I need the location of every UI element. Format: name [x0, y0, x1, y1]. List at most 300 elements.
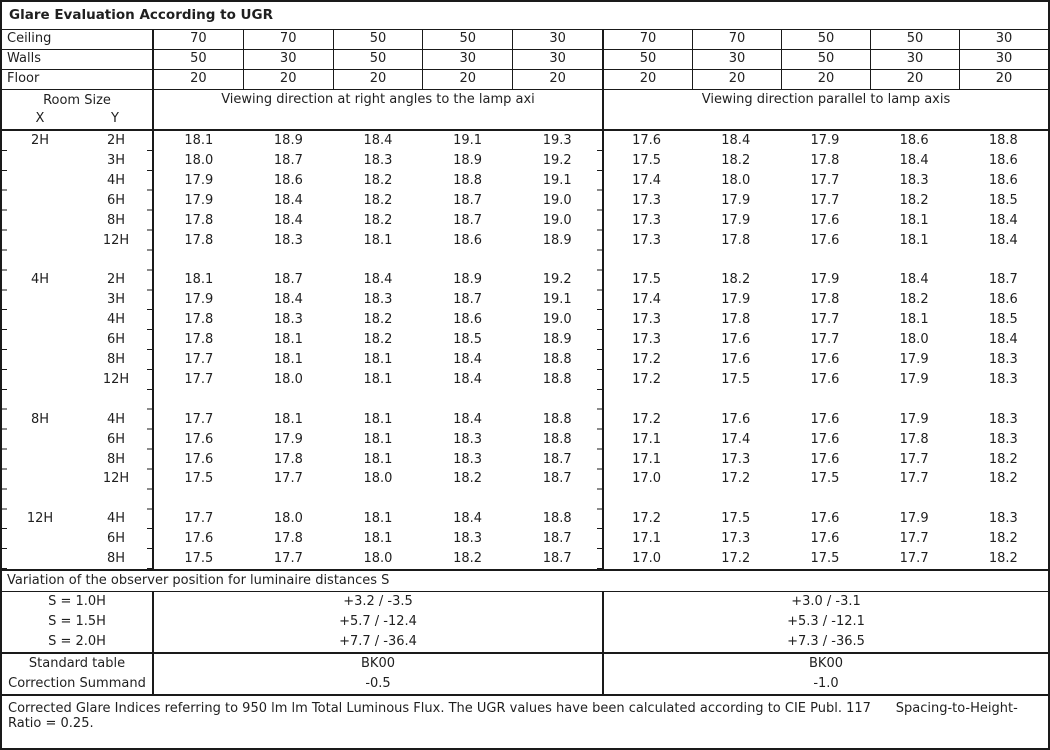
variation-section-title: Variation of the observer position for luminaire distances S: [2, 569, 1048, 592]
surface-value: 50: [422, 30, 512, 49]
surface-row-label: Ceiling: [2, 30, 154, 49]
ugr-value: 17.6: [810, 232, 840, 248]
ugr-value: 18.5: [988, 312, 1018, 328]
ugr-value: 17.4: [632, 172, 662, 188]
ugr-value: 17.6: [810, 411, 840, 427]
surface-value: 50: [781, 50, 870, 69]
ugr-value: 17.7: [810, 332, 840, 348]
ugr-value: 18.1: [363, 431, 393, 447]
variation-row-label: S = 2.0H: [2, 632, 154, 652]
ugr-row: [2, 430, 1048, 450]
room-size-label: Room Size: [43, 93, 111, 108]
ugr-value: 17.6: [810, 371, 840, 387]
ugr-value: 17.7: [184, 511, 214, 527]
ugr-value: 18.4: [899, 272, 929, 288]
page-title: Glare Evaluation According to UGR: [2, 2, 1048, 30]
ugr-value: 18.2: [988, 471, 1018, 487]
ugr-spacer-row: [2, 250, 1048, 270]
ugr-value: 17.8: [184, 312, 214, 328]
room-size-y: 6H: [106, 192, 126, 208]
standard-value-left: -0.5: [365, 676, 391, 691]
surface-value: 20: [512, 70, 602, 89]
room-size-x: [2, 469, 78, 489]
surface-value: 20: [422, 70, 512, 89]
ugr-value: 18.2: [988, 551, 1018, 567]
surface-value: 50: [639, 51, 657, 66]
ugr-value: 17.8: [273, 531, 303, 547]
room-size-x: [2, 350, 78, 370]
room-size-y: 6H: [106, 531, 126, 547]
ugr-row: [2, 310, 1048, 330]
ugr-value: 17.2: [632, 351, 662, 367]
variation-row: [2, 612, 1048, 632]
room-size-x: [2, 211, 78, 231]
xy-header: [2, 109, 152, 129]
ugr-value: 18.0: [363, 551, 393, 567]
ugr-value: 17.1: [632, 431, 662, 447]
room-size-x: [2, 171, 78, 191]
ugr-value: 18.1: [363, 411, 393, 427]
room-size-y: 4H: [106, 172, 126, 188]
ugr-value: 18.1: [184, 133, 214, 148]
ugr-value: 18.0: [899, 332, 929, 348]
ugr-value: 17.6: [721, 332, 751, 348]
ugr-value: 17.3: [632, 312, 662, 328]
ugr-value: 18.4: [453, 351, 483, 367]
ugr-value: 18.3: [363, 292, 393, 308]
standard-table-section: [2, 652, 1048, 694]
ugr-value: 17.1: [632, 531, 662, 547]
ugr-value: 17.6: [184, 431, 214, 447]
ugr-value: 17.5: [810, 471, 840, 487]
ugr-value: 18.7: [273, 152, 303, 168]
ugr-value: 18.3: [988, 371, 1018, 387]
ugr-value: 17.9: [899, 351, 929, 367]
ugr-value: 17.9: [184, 192, 214, 208]
ugr-value: 17.9: [273, 431, 303, 447]
ugr-row: [2, 469, 1048, 489]
ugr-value: 17.5: [632, 152, 662, 168]
ugr-value: 18.2: [363, 212, 393, 228]
ugr-value: 18.1: [363, 531, 393, 547]
ugr-value: 18.0: [273, 511, 303, 527]
ugr-value: 18.0: [184, 152, 214, 168]
surface-value: 20: [781, 70, 870, 89]
ugr-value: 18.0: [363, 471, 393, 487]
ugr-value: 17.6: [810, 212, 840, 228]
ugr-value: 17.7: [899, 451, 929, 467]
ugr-rows: [2, 131, 1048, 569]
ugr-value: 18.7: [273, 272, 303, 288]
ugr-value: 18.9: [542, 232, 572, 248]
ugr-spacer-row: [2, 390, 1048, 410]
viewing-direction-right-angles-header: Viewing direction at right angles to the lamp axi: [221, 92, 535, 107]
ugr-value: 17.5: [721, 511, 751, 527]
ugr-value: 17.2: [632, 511, 662, 527]
ugr-value: 18.1: [273, 351, 303, 367]
ugr-value: 18.4: [899, 152, 929, 168]
ugr-value: 18.8: [542, 351, 572, 367]
ugr-value: 18.4: [273, 192, 303, 208]
ugr-value: 17.6: [810, 351, 840, 367]
room-size-y: 6H: [106, 332, 126, 348]
variation-value-right: +5.3 / -12.1: [602, 612, 1048, 632]
ugr-value: 17.9: [899, 511, 929, 527]
label-column-divider: [152, 131, 154, 569]
ugr-row: [2, 410, 1048, 430]
surface-values-right: [602, 50, 1048, 69]
surface-values-left: [154, 50, 602, 69]
ugr-value: 17.4: [721, 431, 751, 447]
ugr-value: 17.9: [899, 371, 929, 387]
surface-value: 30: [512, 30, 602, 49]
ugr-value: 18.7: [453, 192, 483, 208]
variation-value-right: +3.0 / -3.1: [602, 592, 1048, 612]
ugr-value: 18.3: [453, 531, 483, 547]
ugr-value: 19.3: [542, 133, 572, 148]
room-size-y: 8H: [106, 212, 126, 228]
ugr-value: 18.7: [542, 471, 572, 487]
surface-values-right: [602, 70, 1048, 89]
surface-value: 20: [959, 70, 1048, 89]
ugr-value: 18.0: [273, 371, 303, 387]
ugr-value: 17.8: [810, 292, 840, 308]
ugr-value: 18.1: [899, 232, 929, 248]
variation-row-label: S = 1.5H: [2, 612, 154, 632]
room-size-y: 2H: [106, 272, 126, 288]
variation-value-right: +7.3 / -36.5: [602, 632, 1048, 652]
ugr-value: 17.2: [721, 471, 751, 487]
ugr-value: 17.6: [184, 531, 214, 547]
ugr-value: 17.9: [184, 292, 214, 308]
ugr-value: 18.4: [988, 212, 1018, 228]
surface-values-right: [602, 30, 1048, 49]
ugr-value: 18.3: [453, 451, 483, 467]
surface-row: [2, 70, 1048, 90]
ugr-value: 18.4: [273, 212, 303, 228]
surface-value: 30: [243, 50, 333, 69]
variation-row-label: S = 1.0H: [2, 592, 154, 612]
ugr-value: 18.0: [721, 172, 751, 188]
ugr-value: 17.7: [899, 551, 929, 567]
ugr-value: 17.7: [899, 471, 929, 487]
ugr-value: 17.7: [810, 172, 840, 188]
ugr-row: [2, 549, 1048, 569]
surface-value: 50: [781, 30, 870, 49]
ugr-value: 18.9: [453, 152, 483, 168]
variation-value-left: +7.7 / -36.4: [339, 634, 417, 649]
room-size-x: 12H: [26, 511, 54, 527]
variation-rows: [2, 592, 1048, 652]
ugr-value: 17.5: [632, 272, 662, 288]
ugr-value: 18.8: [542, 371, 572, 387]
ugr-value: 18.4: [363, 133, 393, 148]
ugr-row: [2, 509, 1048, 529]
room-size-y: 8H: [106, 551, 126, 567]
ugr-value: 17.5: [721, 371, 751, 387]
ugr-value: 17.6: [721, 351, 751, 367]
ugr-value: 17.4: [632, 292, 662, 308]
surface-value: 30: [422, 50, 512, 69]
ugr-value: 18.6: [273, 172, 303, 188]
row-tick-marks-left: [2, 131, 7, 569]
ugr-value: 17.9: [721, 292, 751, 308]
ugr-value: 18.3: [988, 431, 1018, 447]
ugr-value: 18.8: [453, 172, 483, 188]
ugr-value: 17.3: [721, 531, 751, 547]
ugr-value: 18.5: [453, 332, 483, 348]
ugr-value: 18.7: [453, 212, 483, 228]
room-size-y: 8H: [106, 451, 126, 467]
ugr-value: 19.1: [542, 172, 572, 188]
surface-row: [2, 30, 1048, 50]
ugr-value: 18.9: [273, 133, 303, 148]
ugr-value: 17.8: [184, 232, 214, 248]
ugr-value: 18.4: [453, 371, 483, 387]
ugr-value: 18.8: [542, 431, 572, 447]
standard-row-label: Standard table: [2, 654, 154, 674]
ugr-value: 17.9: [810, 272, 840, 288]
variation-value-left: +3.2 / -3.5: [343, 594, 413, 609]
ugr-value: 18.6: [988, 152, 1018, 168]
y-column-label: Y: [111, 111, 119, 126]
ugr-value: 18.6: [988, 292, 1018, 308]
surface-value: 20: [870, 70, 959, 89]
surface-row-label: Walls: [2, 50, 154, 69]
room-size-y: 4H: [106, 511, 126, 527]
room-size-x: [2, 430, 78, 450]
room-size-x: [2, 231, 78, 251]
ugr-value: 17.9: [184, 172, 214, 188]
variation-row: [2, 632, 1048, 652]
surface-value: 20: [639, 71, 657, 86]
ugr-value: 19.1: [542, 292, 572, 308]
ugr-value: 18.7: [453, 292, 483, 308]
ugr-value: 18.3: [363, 152, 393, 168]
ugr-value: 18.3: [988, 411, 1018, 427]
column-header-row: [2, 90, 1048, 131]
x-column-label: X: [35, 111, 45, 126]
surface-value: 20: [190, 71, 207, 86]
ugr-value: 17.6: [632, 133, 662, 148]
ugr-value: 17.7: [273, 551, 303, 567]
ugr-value: 17.8: [721, 232, 751, 248]
ugr-value: 17.8: [721, 312, 751, 328]
ugr-value: 17.6: [810, 451, 840, 467]
ugr-row: [2, 231, 1048, 251]
ugr-row: [2, 450, 1048, 470]
surface-value: 30: [512, 50, 602, 69]
room-size-y: 6H: [106, 431, 126, 447]
room-size-y: 12H: [102, 232, 130, 248]
ugr-value: 17.3: [632, 332, 662, 348]
ugr-value: 18.3: [273, 232, 303, 248]
room-size-y: 8H: [106, 351, 126, 367]
room-size-x: 2H: [30, 133, 50, 148]
ugr-row: [2, 191, 1048, 211]
ugr-value: 18.1: [363, 451, 393, 467]
ugr-value: 18.4: [363, 272, 393, 288]
ugr-value: 17.7: [810, 192, 840, 208]
surface-value: 30: [959, 30, 1048, 49]
room-size-x: 8H: [30, 411, 50, 427]
surface-value: 20: [333, 70, 423, 89]
ugr-value: 18.8: [988, 133, 1018, 148]
surface-value: 20: [243, 70, 333, 89]
room-size-x: [2, 529, 78, 549]
ugr-value: 18.1: [363, 351, 393, 367]
ugr-value: 17.9: [721, 192, 751, 208]
surface-value: 30: [870, 50, 959, 69]
surface-value: 50: [870, 30, 959, 49]
ugr-value: 18.7: [542, 451, 572, 467]
ugr-value: 19.0: [542, 212, 572, 228]
room-size-y: 3H: [106, 152, 126, 168]
ugr-value: 18.2: [453, 551, 483, 567]
surface-values-left: [154, 30, 602, 49]
ugr-value: 17.7: [273, 471, 303, 487]
ugr-value: 18.6: [899, 133, 929, 148]
ugr-spacer-row: [2, 489, 1048, 509]
viewing-direction-parallel-header: Viewing direction parallel to lamp axis: [602, 90, 1048, 129]
surface-value: 50: [333, 30, 423, 49]
surface-row: [2, 50, 1048, 70]
ugr-value: 18.2: [721, 272, 751, 288]
ugr-value: 18.9: [542, 332, 572, 348]
ugr-row: [2, 529, 1048, 549]
ugr-value: 17.2: [721, 551, 751, 567]
ugr-value: 17.5: [184, 471, 214, 487]
ugr-value: 18.4: [273, 292, 303, 308]
ugr-value: 18.2: [453, 471, 483, 487]
ugr-value: 19.0: [542, 312, 572, 328]
room-size-y: 12H: [102, 471, 130, 487]
ugr-value: 17.5: [810, 551, 840, 567]
ugr-value: 17.9: [721, 212, 751, 228]
room-size-x: [2, 191, 78, 211]
room-size-x: [2, 330, 78, 350]
room-size-y: 4H: [106, 312, 126, 328]
ugr-value: 17.3: [632, 232, 662, 248]
room-size-y: 3H: [106, 292, 126, 308]
surface-values-left: [154, 70, 602, 89]
ugr-value: 17.0: [632, 471, 662, 487]
ugr-value: 18.7: [988, 272, 1018, 288]
surface-value: 70: [190, 31, 207, 46]
ugr-value: 17.0: [632, 551, 662, 567]
surface-row-label: Floor: [2, 70, 154, 89]
surface-value: 50: [190, 51, 207, 66]
ugr-row: [2, 211, 1048, 231]
ugr-value: 18.7: [542, 551, 572, 567]
ugr-row: [2, 171, 1048, 191]
ugr-value: 18.4: [453, 511, 483, 527]
surface-value: 70: [639, 31, 657, 46]
ugr-value: 19.0: [542, 192, 572, 208]
ugr-value: 18.2: [988, 451, 1018, 467]
ugr-value: 17.5: [184, 551, 214, 567]
ugr-value: 17.6: [721, 411, 751, 427]
ugr-row: [2, 151, 1048, 171]
ugr-row: [2, 131, 1048, 151]
standard-row-label: Correction Summand: [2, 674, 154, 694]
ugr-value: 18.4: [988, 232, 1018, 248]
ugr-row: [2, 370, 1048, 390]
ugr-value: 19.1: [453, 133, 483, 148]
standard-row: [2, 654, 1048, 674]
room-size-x: [2, 549, 78, 569]
ugr-value: 17.8: [184, 212, 214, 228]
ugr-value: 18.3: [453, 431, 483, 447]
room-size-x: [2, 370, 78, 390]
standard-value-right: BK00: [602, 654, 1048, 674]
ugr-value: 18.2: [363, 192, 393, 208]
ugr-value: 18.6: [988, 172, 1018, 188]
ugr-value: 18.2: [363, 172, 393, 188]
ugr-value: 18.4: [721, 133, 751, 148]
ugr-value: 18.7: [542, 531, 572, 547]
ugr-value: 18.3: [988, 511, 1018, 527]
ugr-value: 17.7: [184, 371, 214, 387]
ugr-value: 17.7: [899, 531, 929, 547]
ugr-value: 17.7: [810, 312, 840, 328]
room-size-y: 2H: [106, 133, 126, 148]
ugr-value: 17.9: [810, 133, 840, 148]
ugr-row: [2, 330, 1048, 350]
ugr-value: 18.2: [363, 312, 393, 328]
ugr-value: 17.6: [810, 531, 840, 547]
ugr-value: 17.1: [632, 451, 662, 467]
ugr-value: 17.8: [810, 152, 840, 168]
ugr-value: 18.1: [363, 511, 393, 527]
ugr-value: 18.5: [988, 192, 1018, 208]
ugr-value: 17.6: [810, 431, 840, 447]
room-size-y: 12H: [102, 371, 130, 387]
ugr-value: 18.4: [453, 411, 483, 427]
ugr-value: 17.2: [632, 411, 662, 427]
ugr-value: 18.1: [363, 232, 393, 248]
ugr-value: 18.3: [988, 351, 1018, 367]
ugr-value: 17.6: [810, 511, 840, 527]
surface-reflectance-section: [2, 30, 1048, 90]
ugr-value: 18.8: [542, 511, 572, 527]
surface-value: 30: [959, 50, 1048, 69]
ugr-value: 17.8: [184, 332, 214, 348]
ugr-value: 17.3: [632, 212, 662, 228]
variation-row: [2, 592, 1048, 612]
surface-value: 20: [692, 70, 781, 89]
ugr-value: 18.1: [184, 272, 214, 288]
ugr-value: 18.1: [899, 312, 929, 328]
halves-divider: [602, 131, 604, 569]
surface-value: 50: [333, 50, 423, 69]
ugr-value: 18.9: [453, 272, 483, 288]
ugr-value: 18.6: [453, 312, 483, 328]
standard-row: [2, 674, 1048, 694]
ugr-value: 17.7: [184, 351, 214, 367]
ugr-data-area: [2, 131, 1048, 569]
surface-value: 70: [243, 30, 333, 49]
ugr-value: 18.1: [273, 332, 303, 348]
room-size-y: 4H: [106, 411, 126, 427]
ugr-value: 17.2: [632, 371, 662, 387]
ugr-value: 17.8: [899, 431, 929, 447]
surface-value: 70: [692, 30, 781, 49]
ugr-value: 17.6: [184, 451, 214, 467]
footer-note: Corrected Glare Indices referring to 950 lm lm Total Luminous Flux. The UGR values have been calculated according to CIE Publ. 117 Spacing-to-Height-Ratio = 0.25.: [2, 694, 1048, 748]
ugr-value: 18.3: [899, 172, 929, 188]
ugr-value: 18.2: [899, 192, 929, 208]
